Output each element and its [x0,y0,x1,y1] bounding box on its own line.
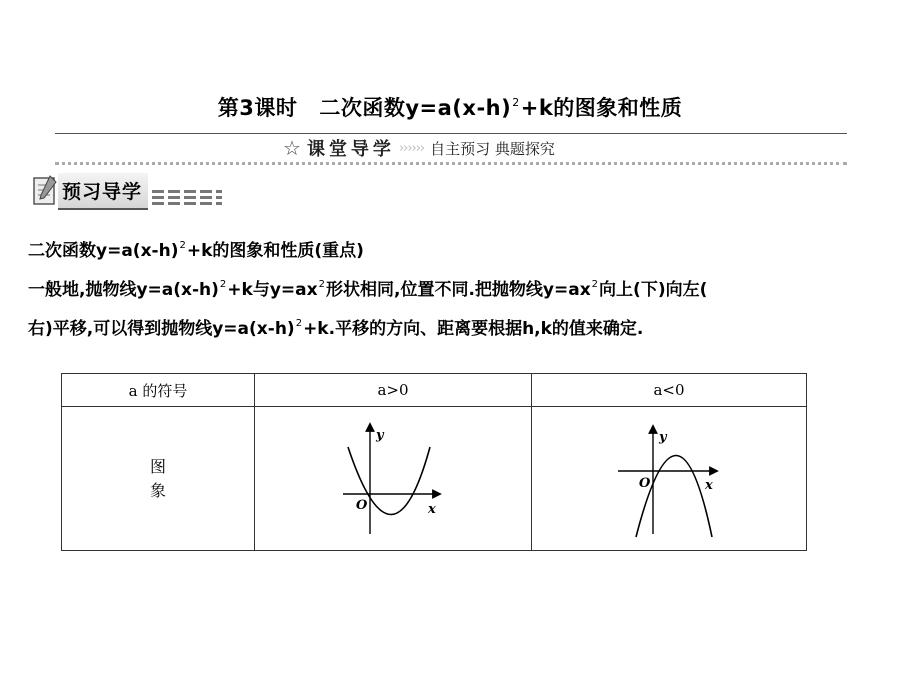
section-tag [30,171,222,211]
dotted-divider [55,162,847,165]
x-axis-label: x [705,478,713,493]
x-axis-label: x [428,502,436,517]
parabola-down-graph [532,407,806,550]
header-positive: a>0 [255,374,532,407]
title-divider [55,133,847,134]
origin-label: O [639,476,651,491]
title-topic-start: 二次函数y=a(x-h) [319,96,512,120]
notebook-icon [30,174,58,208]
section-banner [283,135,555,161]
y-axis-label: y [376,428,384,443]
title-topic-end: +k的图象和性质 [520,96,683,120]
header-negative: a<0 [532,374,807,407]
chevrons-icon: ›››››› [398,140,425,156]
row-label-graph: 图 象 [62,407,255,551]
lesson-number: 第3课时 [217,96,298,120]
page-title [0,92,900,122]
graph-cell-negative [532,407,807,551]
content-line-1: 一般地,抛物线$y=a(x-h)^2+k$与$y=ax^2$形状相同,位置不同.把抛物线$y=ax^2$向上(下)向左( [28,279,708,300]
banner-title: 课堂导学 [306,139,395,160]
title-superscript: 2 [512,96,520,109]
parabola-down [636,456,712,538]
tag-decoration [152,190,222,205]
section-tag-label: 预习导学 [58,173,148,210]
content-heading: 二次函数$y=a(x-h)^2+k$的图象和性质(重点) [28,240,364,261]
parabola-up-graph [255,407,531,550]
graph-cell-positive [255,407,532,551]
content-line-2: 右)平移,可以得到抛物线$y=a(x-h)^2+k$.平移的方向、距离要根据h,k的值来确定. [28,318,644,339]
content-paragraph [28,229,878,346]
star-icon: ☆ [283,136,301,160]
origin-label: O [356,498,368,513]
header-sign: a 的符号 [62,374,255,407]
banner-subtitle: 自主预习 典题探究 [430,139,555,158]
y-axis-label: y [659,430,667,445]
property-table [61,373,807,551]
